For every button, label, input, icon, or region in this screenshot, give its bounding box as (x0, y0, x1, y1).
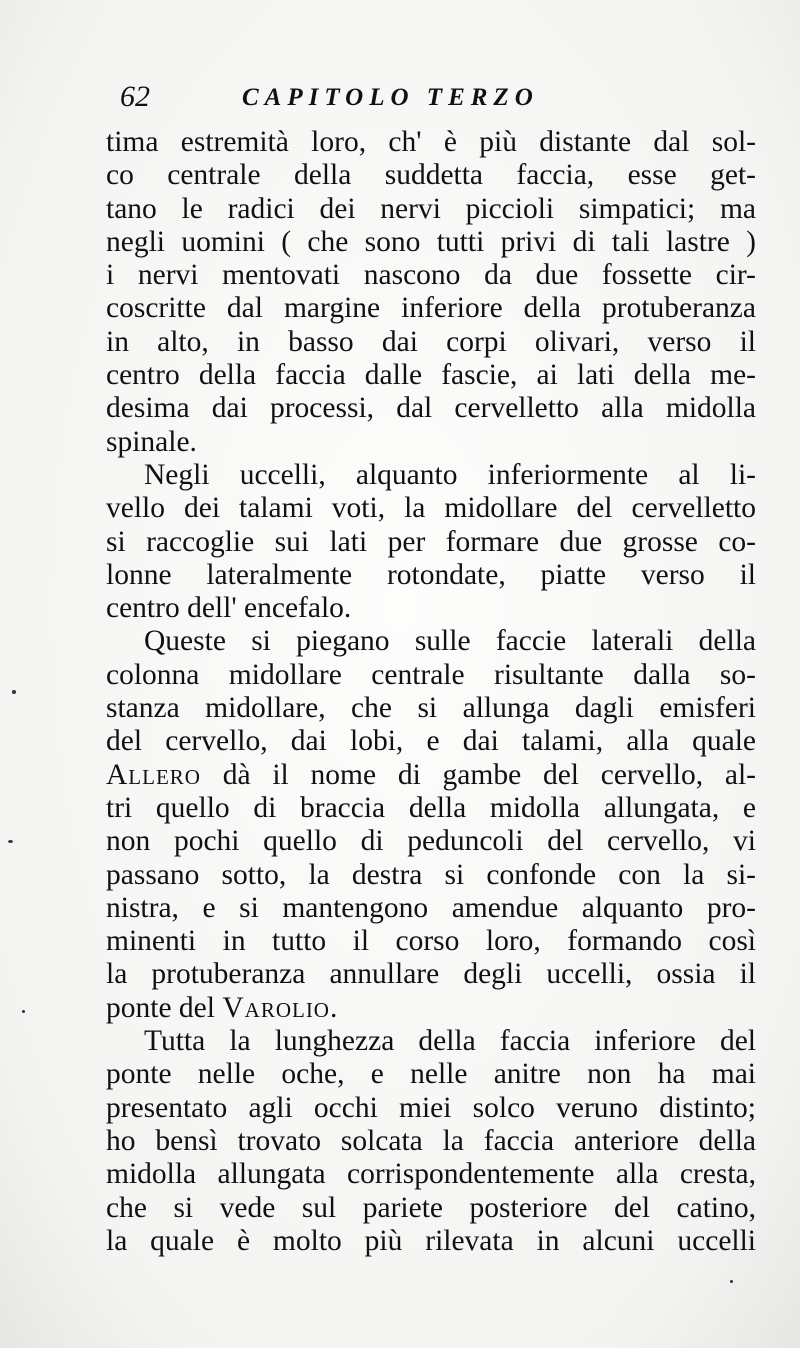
page-header (112, 80, 752, 120)
page-number: 62 (120, 80, 150, 113)
text-line: vello dei talami voti, la midollare del cervelletto (106, 492, 756, 525)
text-line: la protuberanza annullare degli uccelli, ossia il (106, 958, 756, 991)
text-line: in alto, in basso dai corpi olivari, verso il (106, 325, 756, 358)
text-line: tri quello di braccia della midolla allungata, e (106, 791, 756, 824)
text-line: nistra, e si mantengono amendue alquanto pro- (106, 891, 756, 924)
text-line: ponte nelle oche, e nelle anitre non ha mai (106, 1058, 756, 1091)
text-line: centro dell' encefalo. (106, 592, 352, 625)
running-head: CAPITOLO TERZO (242, 84, 539, 111)
text-line: coscritte dal margine inferiore della protuberanza (106, 292, 756, 325)
text-line: si raccoglie sui lati per formare due grosse co- (106, 525, 756, 558)
text-line: passano sotto, la destra si confonde con la si- (106, 858, 756, 891)
text-line: spinale. (106, 425, 197, 458)
text-line: desima dai processi, dal cervelletto alla midolla (106, 392, 756, 425)
body-text (106, 126, 756, 1258)
text-line-with-name (106, 759, 756, 792)
text-line: tima estremità loro, ch' è più distante dal sol- (106, 126, 756, 158)
author-name-allero: Allero (106, 758, 201, 791)
text-fragment: ponte del (106, 991, 215, 1024)
text-line: i nervi mentovati nascono da due fossette cir- (106, 259, 756, 292)
text-line: colonna midollare centrale risultante dalla so- (106, 658, 756, 691)
text-line-with-name (106, 992, 756, 1025)
text-line: co centrale della suddetta faccia, esse get- (106, 159, 756, 192)
text-line: tano le radici dei nervi piccioli simpatici; ma (106, 192, 756, 225)
text-line: lonne lateralmente rotondate, piatte verso il (106, 558, 756, 591)
text-line: presentato agli occhi miei solco veruno distinto; (106, 1091, 756, 1124)
paragraph-start-line: Tutta la lunghezza della faccia inferiore del (144, 1025, 756, 1058)
text-line: la quale è molto più rilevata in alcuni uccelli (106, 1224, 756, 1257)
text-fragment: dà il nome di gambe del cervello, al- (222, 758, 757, 791)
paragraph-start-line: Negli uccelli, alquanto inferiormente al li- (144, 458, 756, 491)
author-name-varolio: Varolio. (222, 991, 339, 1024)
text-line: che si vede sul pariete posteriore del catino, (106, 1191, 756, 1224)
text-line: ho bensì trovato solcata la faccia anteriore della (106, 1124, 756, 1157)
paragraph-start-line: Queste si piegano sulle faccie laterali della (144, 625, 756, 658)
text-line: negli uomini ( che sono tutti privi di tali lastre ) (106, 225, 756, 258)
text-line: del cervello, dai lobi, e dai talami, alla quale (106, 725, 756, 758)
text-line: centro della faccia dalle fascie, ai lati della me- (106, 359, 756, 392)
text-line: non pochi quello di peduncoli del cervello, vi (106, 825, 756, 858)
text-line: minenti in tutto il corso loro, formando così (106, 925, 756, 958)
text-line: stanza midollare, che si allunga dagli emisferi (106, 692, 756, 725)
text-line: midolla allungata corrispondentemente alla cresta, (106, 1158, 756, 1191)
